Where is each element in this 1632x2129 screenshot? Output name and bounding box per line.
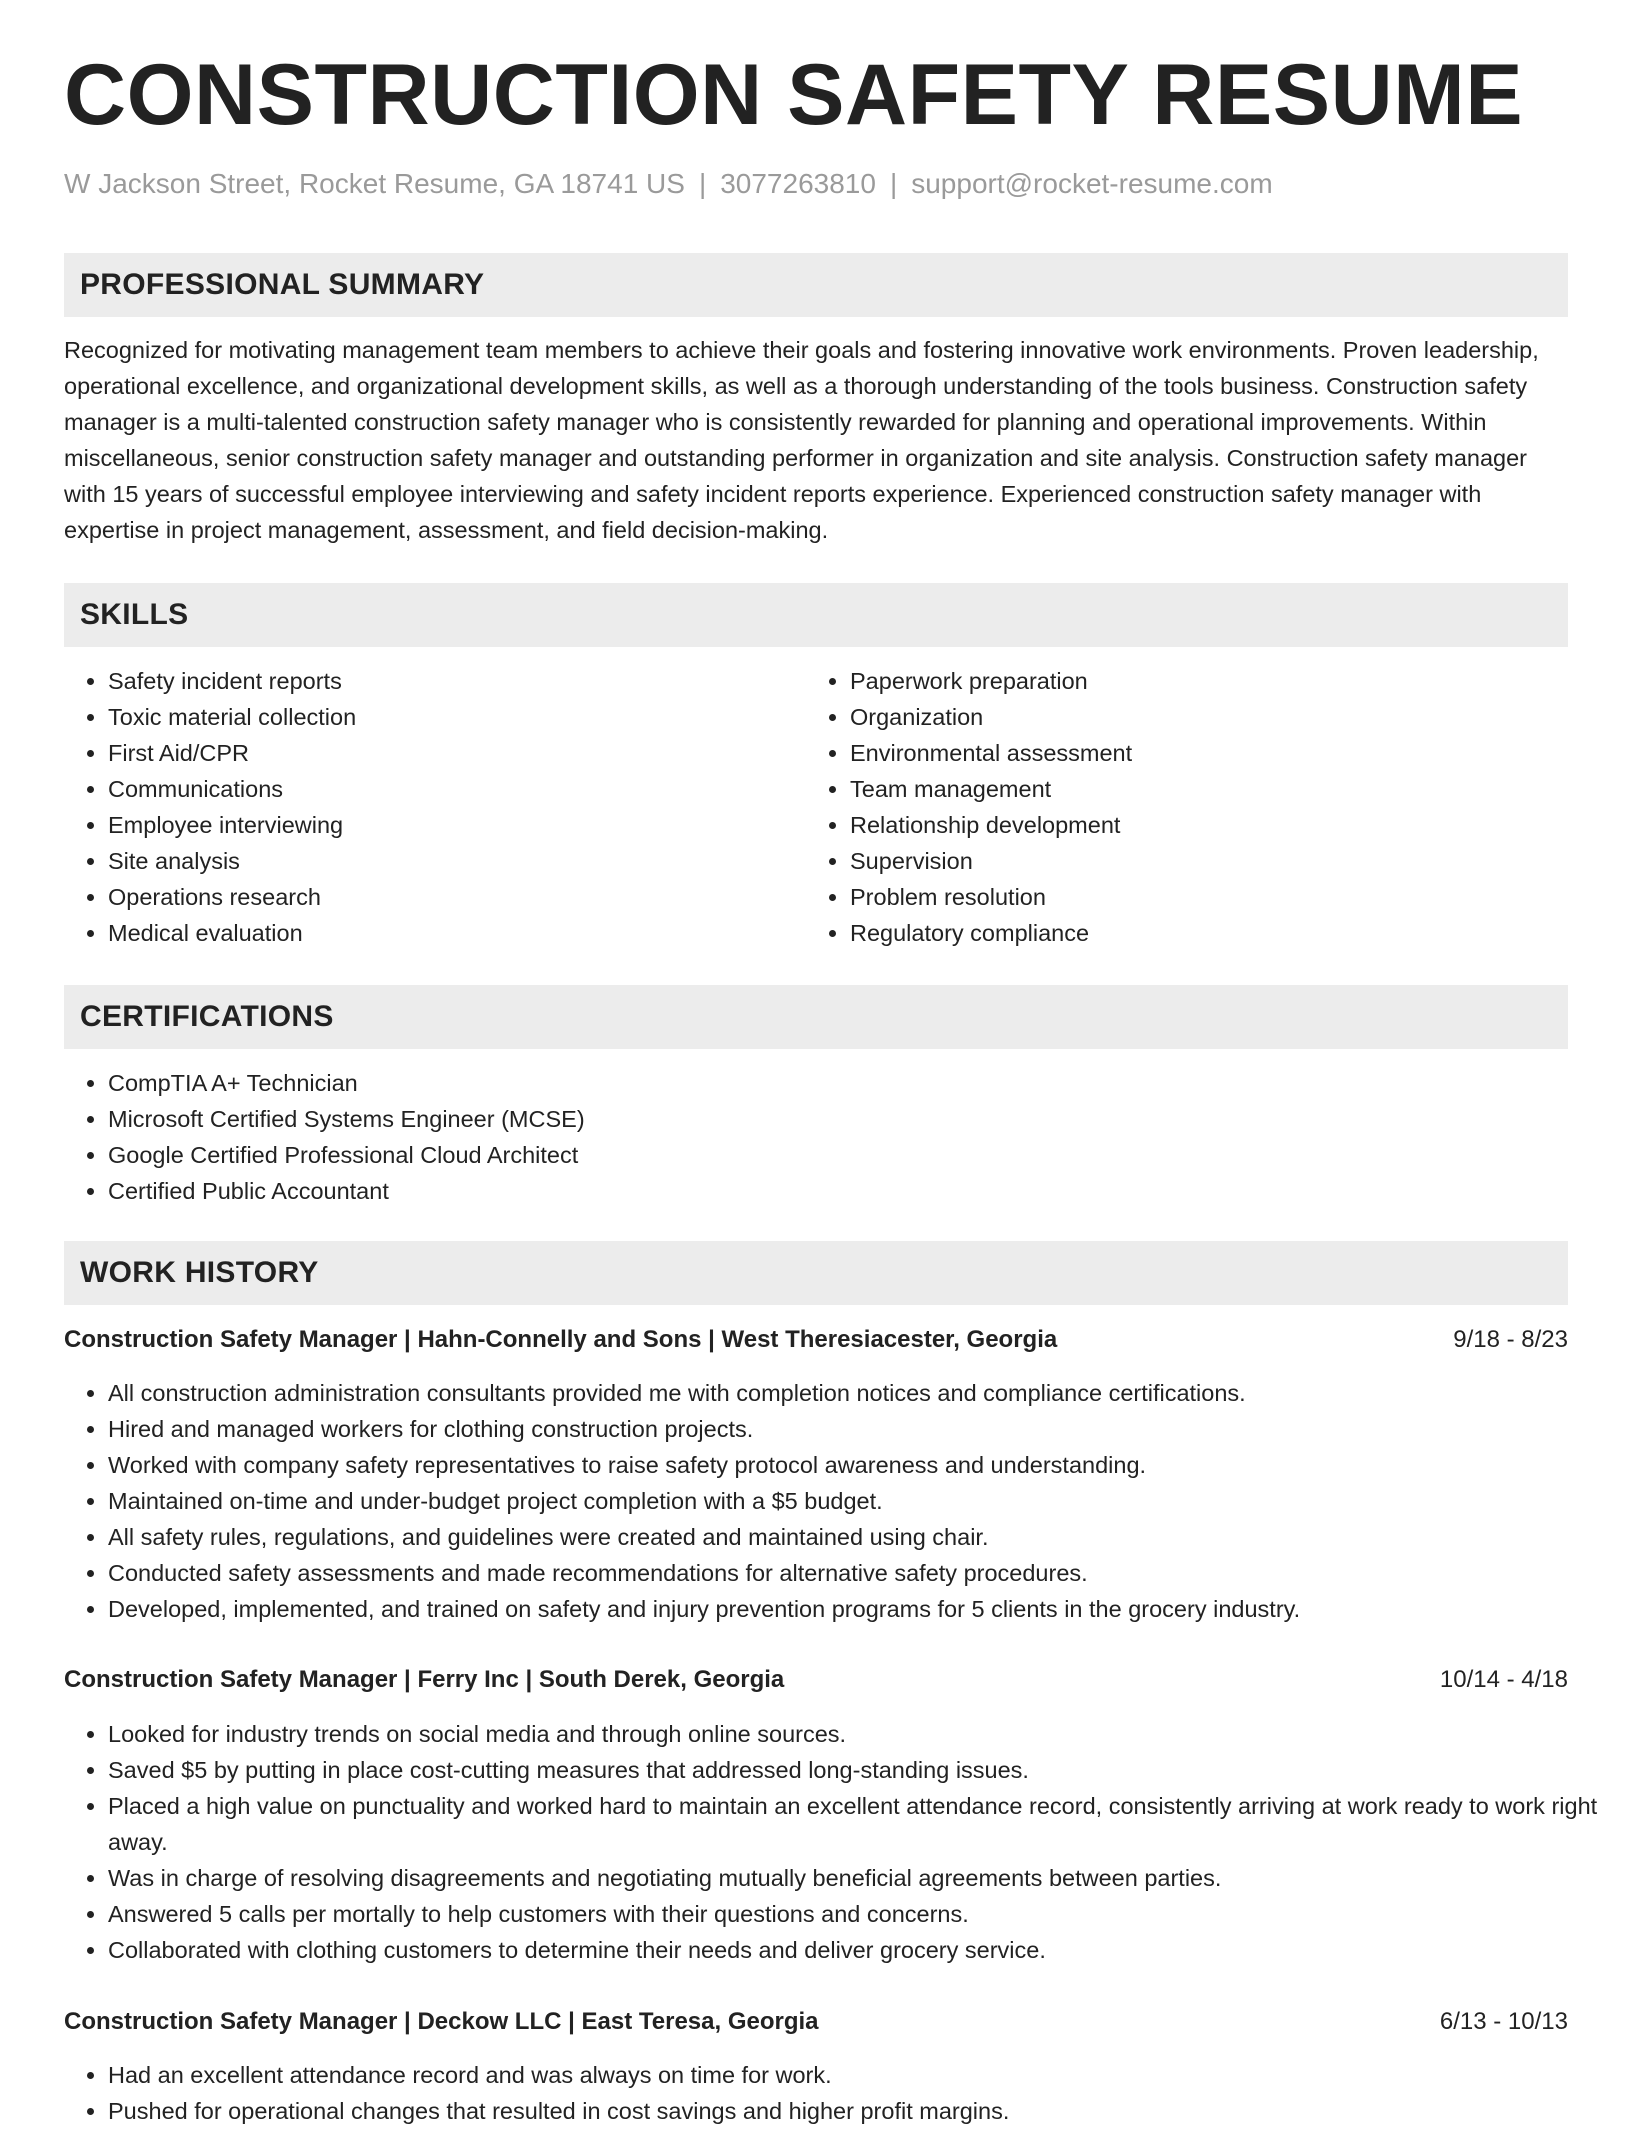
skill-item: • Regulatory compliance <box>850 915 1550 951</box>
skill-item: • Communications <box>108 771 808 807</box>
job-title: Construction Safety Manager | Hahn-Connelly and Sons | West Theresiacester, Georgia <box>64 1326 1058 1353</box>
work-history-heading: WORK HISTORY <box>80 1256 319 1289</box>
skills-list-right <box>806 663 1550 951</box>
job-header <box>64 1322 1568 1358</box>
summary-section-header <box>64 253 1568 317</box>
certification-item: • Microsoft Certified Systems Engineer (MCSE) <box>108 1101 1612 1137</box>
job-bullet: • Saved $5 by putting in place cost-cutting measures that addressed long-standing issues. <box>108 1752 1612 1788</box>
contact-separator: | <box>698 168 707 199</box>
job-dates: 6/13 - 10/13 <box>1439 2008 1568 2035</box>
skill-item: • Employee interviewing <box>108 807 808 843</box>
job-bullets <box>64 1375 1612 1627</box>
contact-address: W Jackson Street, Rocket Resume, GA 18741 US <box>64 168 685 199</box>
job-bullet: • Was in charge of resolving disagreements and negotiating mutually beneficial agreements between parties. <box>108 1860 1612 1896</box>
job-bullet: • Answered 5 calls per mortally to help customers with their questions and concerns. <box>108 1896 1612 1932</box>
contact-separator: | <box>889 168 898 199</box>
job-bullet: • Looked for industry trends on social media and through online sources. <box>108 1716 1612 1752</box>
skill-item: • Organization <box>850 699 1550 735</box>
job-bullets <box>64 2057 1612 2129</box>
certification-item: • CompTIA A+ Technician <box>108 1065 1612 1101</box>
job-bullet: • All safety rules, regulations, and guidelines were created and maintained using chair. <box>108 1519 1612 1555</box>
contact-email[interactable]: support@rocket-resume.com <box>911 168 1273 199</box>
skill-item: • Supervision <box>850 843 1550 879</box>
job-bullets <box>64 1716 1612 1968</box>
skill-item: • Environmental assessment <box>850 735 1550 771</box>
resume-title: CONSTRUCTION SAFETY RESUME <box>64 47 1524 143</box>
job-dates: 9/18 - 8/23 <box>1453 1326 1568 1353</box>
job-bullet: • Had an excellent attendance record and was always on time for work. <box>108 2057 1612 2093</box>
job-bullet: • Placed a high value on punctuality and worked hard to maintain an excellent attendance record, consistently arriving at work ready to work right away. <box>108 1788 1612 1860</box>
job-bullet: • Conducted safety assessments and made recommendations for alternative safety procedures. <box>108 1555 1612 1591</box>
job-dates: 10/14 - 4/18 <box>1439 1666 1568 1693</box>
certification-item: • Google Certified Professional Cloud Architect <box>108 1137 1612 1173</box>
skill-item: • Paperwork preparation <box>850 663 1550 699</box>
job-title: Construction Safety Manager | Ferry Inc | South Derek, Georgia <box>64 1666 785 1693</box>
skill-item: • Toxic material collection <box>108 699 808 735</box>
job-bullet: • All construction administration consultants provided me with completion notices and compliance certifications. <box>108 1375 1612 1411</box>
contact-line <box>64 168 1273 200</box>
job-title: Construction Safety Manager | Deckow LLC | East Teresa, Georgia <box>64 2008 819 2035</box>
job-bullet: • Worked with company safety representatives to raise safety protocol awareness and understanding. <box>108 1447 1612 1483</box>
certifications-list <box>64 1065 1612 1209</box>
certifications-heading: CERTIFICATIONS <box>80 1000 334 1033</box>
job-bullet: • Collaborated with clothing customers to determine their needs and deliver grocery service. <box>108 1932 1612 1968</box>
certification-item: • Certified Public Accountant <box>108 1173 1612 1209</box>
job-header <box>64 1662 1568 1698</box>
skills-heading: SKILLS <box>80 598 189 631</box>
job-bullet: • Maintained on-time and under-budget project completion with a $5 budget. <box>108 1483 1612 1519</box>
skill-item: • Medical evaluation <box>108 915 808 951</box>
skill-item: • Relationship development <box>850 807 1550 843</box>
skills-section-header <box>64 583 1568 647</box>
skills-list-left <box>64 663 808 951</box>
summary-heading: PROFESSIONAL SUMMARY <box>80 268 485 301</box>
skill-item: • Site analysis <box>108 843 808 879</box>
job-bullet: • Pushed for operational changes that resulted in cost savings and higher profit margins. <box>108 2093 1612 2129</box>
skill-item: • First Aid/CPR <box>108 735 808 771</box>
job-bullet: • Developed, implemented, and trained on safety and injury prevention programs for 5 clients in the grocery industry. <box>108 1591 1612 1627</box>
job-header <box>64 2004 1568 2040</box>
contact-phone: 3077263810 <box>720 168 876 199</box>
work-history-section-header <box>64 1241 1568 1305</box>
job-bullet: • Hired and managed workers for clothing construction projects. <box>108 1411 1612 1447</box>
skill-item: • Problem resolution <box>850 879 1550 915</box>
skill-item: • Team management <box>850 771 1550 807</box>
skill-item: • Operations research <box>108 879 808 915</box>
skill-item: • Safety incident reports <box>108 663 808 699</box>
certifications-section-header <box>64 985 1568 1049</box>
summary-text: Recognized for motivating management team members to achieve their goals and fostering innovative work environments. Proven leadership, operational excellence, and organizational development skills, as well as a thorough understanding of the tools business. Construction safety manager is a multi-talented construction safety manager who is consistently rewarded for planning and operational improvements. Within miscellaneous, senior construction safety manager and outstanding performer in organization and site analysis. Construction safety manager with 15 years of successful employee interviewing and safety incident reports experience. Experienced construction safety manager with expertise in project management, assessment, and field decision-making. <box>64 337 1539 543</box>
